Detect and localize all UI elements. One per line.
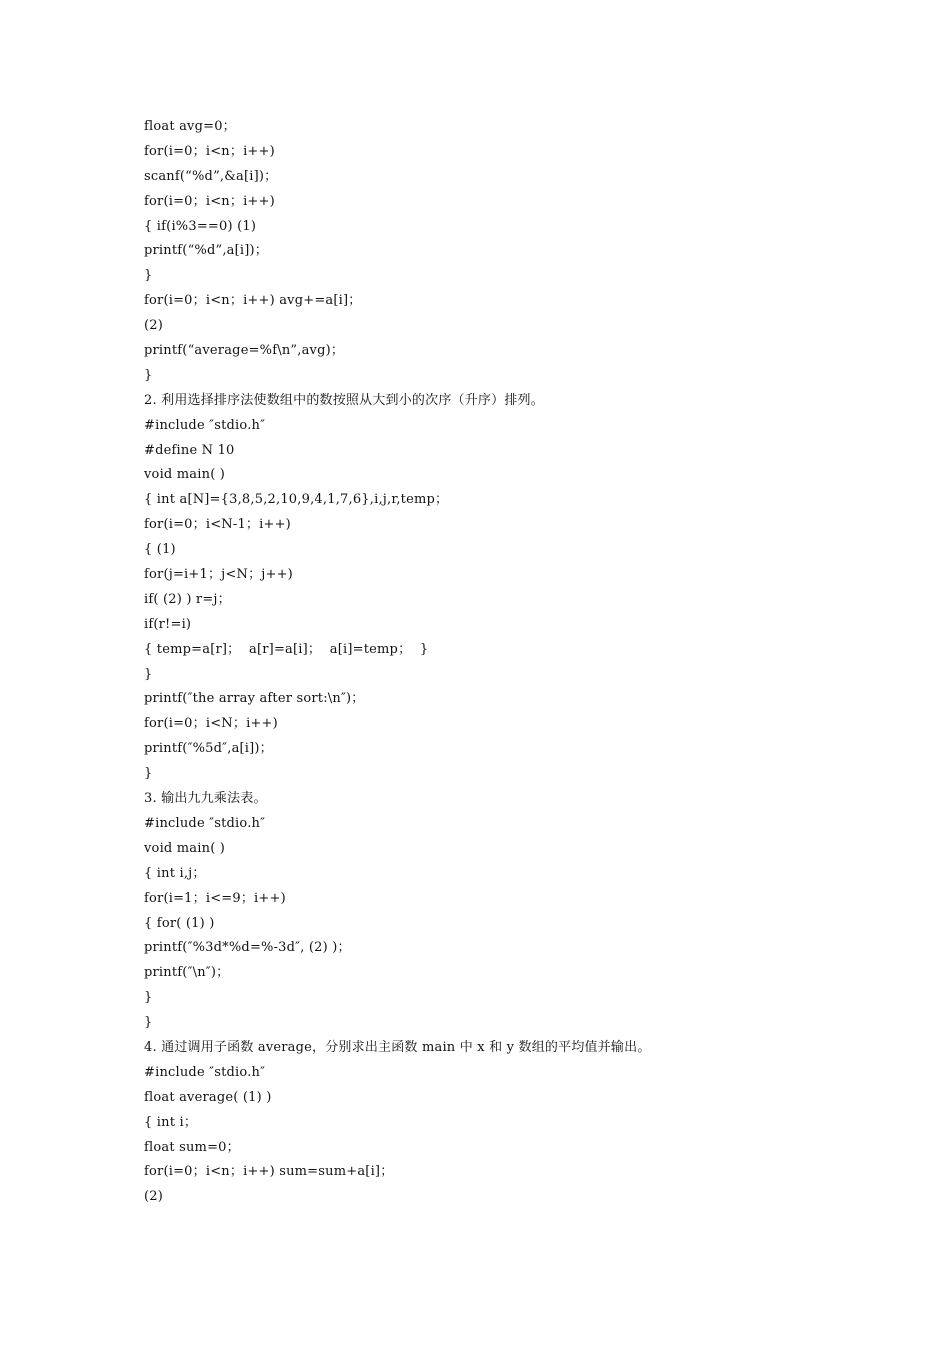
code-line: { int i,j； (144, 865, 206, 881)
code-line: { for( (1) ) (144, 915, 215, 931)
code-line: void main( ) (144, 467, 226, 483)
code-line: for(i=0；i<n；i++) (144, 143, 275, 159)
question-heading: 2. 利用选择排序法使数组中的数按照从大到小的次序（升序）排列。 (144, 392, 544, 408)
code-line: if( (2) ) r=j； (144, 591, 231, 607)
code-line: scanf(“%d”,&a[i])； (144, 168, 278, 184)
code-line: } (144, 666, 153, 682)
code-line: } (144, 766, 153, 782)
code-line: #include ″stdio.h″ (144, 815, 266, 831)
code-line: float sum=0； (144, 1139, 240, 1155)
code-line: printf(″the array after sort:\n″)； (144, 691, 365, 707)
code-line: #define N 10 (144, 442, 235, 458)
code-line: { (1) (144, 542, 176, 558)
code-line: printf(″\n″)； (144, 965, 230, 981)
question-heading: 3. 输出九九乘法表。 (144, 791, 267, 807)
code-line: } (144, 367, 153, 383)
code-line: for(i=0；i<n；i++) avg+=a[i]； (144, 293, 362, 309)
code-line: { if(i%3==0) (1) (144, 218, 257, 234)
code-line: #include ″stdio.h″ (144, 1064, 266, 1080)
code-line: (2) (144, 318, 164, 334)
document-body (144, 115, 864, 1210)
code-line: printf(“average=%f\n”,avg)； (144, 343, 345, 359)
code-line: for(i=0；i<n；i++) (144, 193, 275, 209)
code-line: } (144, 1015, 153, 1031)
code-line: { int a[N]={3,8,5,2,10,9,4,1,7,6},i,j,r,temp； (144, 492, 449, 508)
code-line: float avg=0； (144, 119, 236, 134)
code-line: for(i=0；i<n；i++) sum=sum+a[i]； (144, 1164, 394, 1180)
code-line: for(i=1；i<=9；i++) (144, 890, 286, 906)
code-line: { int i； (144, 1114, 198, 1130)
code-line: (2) (144, 1189, 164, 1205)
code-line: float average( (1) ) (144, 1089, 272, 1105)
question-heading: 4. 通过调用子函数 average，分别求出主函数 main 中 x 和 y 数组的平均值并输出。 (144, 1039, 651, 1055)
code-line: #include ″stdio.h″ (144, 417, 266, 433)
code-line: printf(″%3d*%d=%-3d″, (2) )； (144, 940, 351, 956)
code-line: } (144, 990, 153, 1006)
code-line: if(r!=i) (144, 616, 192, 632)
code-line: printf(“%d”,a[i])； (144, 243, 268, 259)
code-line: for(i=0；i<N-1；i++) (144, 517, 291, 533)
code-line: } (144, 268, 153, 284)
code-line: printf(″%5d″,a[i])； (144, 741, 273, 757)
code-line: for(j=i+1；j<N；j++) (144, 567, 293, 583)
code-line: for(i=0；i<N；i++) (144, 716, 278, 732)
code-line: { temp=a[r]； a[r]=a[i]； a[i]=temp； } (144, 641, 429, 657)
code-line: void main( ) (144, 840, 226, 856)
